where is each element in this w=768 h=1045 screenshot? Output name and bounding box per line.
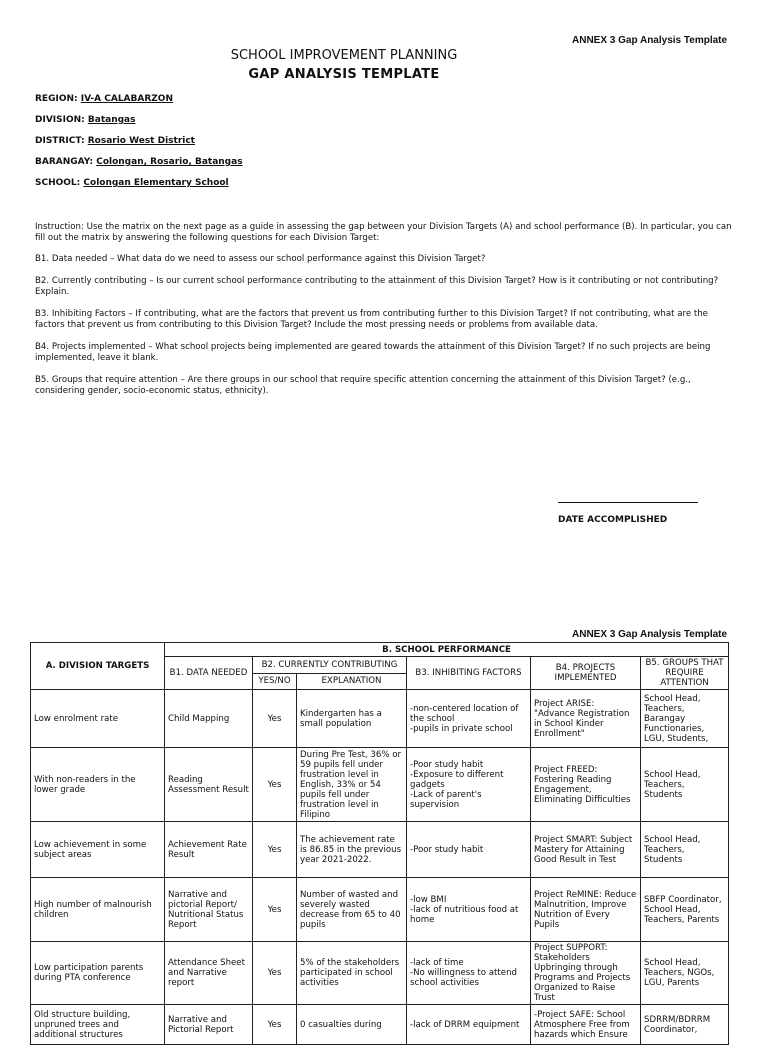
projects-cell: -Project SAFE: School Atmosphere Free from hazards which Ensure bbox=[531, 1005, 641, 1045]
division-targets-header: A. DIVISION TARGETS bbox=[31, 643, 165, 690]
instruction-b2: B2. Currently contributing – Is our current school performance contributing to the attainment of this Division Target? How is it contributing or not contributing? Explain. bbox=[35, 276, 719, 297]
table-row bbox=[31, 822, 729, 878]
explanation-cell: 5% of the stakeholders participated in school activities bbox=[297, 942, 407, 1005]
division-field: DIVISION: Batangas bbox=[35, 115, 136, 125]
inhibiting-factors-cell: -low BMI -lack of nutritious food at home bbox=[407, 878, 531, 942]
table-row bbox=[31, 748, 729, 822]
groups-cell: School Head, Teachers, Barangay Functionaries, LGU, Students, bbox=[641, 690, 729, 748]
projects-cell: Project ARISE: "Advance Registration in School Kinder Enrollment" bbox=[531, 690, 641, 748]
data-needed-cell: Achievement Rate Result bbox=[165, 822, 253, 878]
inhibiting-factors-cell: -lack of DRRM equipment bbox=[407, 1005, 531, 1045]
explanation-cell: Number of wasted and severely wasted decrease from 65 to 40 pupils bbox=[297, 878, 407, 942]
instruction-b3: B3. Inhibiting Factors – If contributing, what are the factors that prevent us from contributing further to this Division Target? If not contributing, what are the factors that prevent us from contributing to this Division Target? Include the most pressing needs or problems from available data. bbox=[35, 309, 708, 330]
table-row bbox=[31, 942, 729, 1005]
division-target-cell: High number of malnourish children bbox=[31, 878, 165, 942]
annex-label-page2: ANNEX 3 Gap Analysis Template bbox=[572, 629, 728, 640]
explanation-header: EXPLANATION bbox=[297, 673, 407, 690]
page-title-line1: SCHOOL IMPROVEMENT PLANNING bbox=[230, 48, 458, 63]
instruction-b1: B1. Data needed – What data do we need to assess our school performance against this Division Target? bbox=[35, 254, 486, 264]
projects-cell: Project SUPPORT: Stakeholders Upbringing through Programs and Projects Organized to Raise Trust bbox=[531, 942, 641, 1005]
school-performance-header: B. SCHOOL PERFORMANCE bbox=[165, 643, 729, 657]
division-target-cell: Low participation parents during PTA conference bbox=[31, 942, 165, 1005]
instruction-b5: B5. Groups that require attention – Are there groups in our school that require specific attention concerning the attainment of this Division Target? (e.g., considering gender, socio-economic status, ethnicity). bbox=[35, 375, 691, 396]
annex-label: ANNEX 3 Gap Analysis Template bbox=[572, 35, 728, 46]
yes-no-cell: Yes bbox=[253, 1005, 297, 1045]
projects-cell: Project SMART: Subject Mastery for Attaining Good Result in Test bbox=[531, 822, 641, 878]
gap-analysis-table bbox=[30, 642, 729, 1045]
data-needed-cell: Reading Assessment Result bbox=[165, 748, 253, 822]
data-needed-cell: Child Mapping bbox=[165, 690, 253, 748]
data-needed-cell: Attendance Sheet and Narrative report bbox=[165, 942, 253, 1005]
signature-line bbox=[558, 502, 698, 503]
yes-no-cell: Yes bbox=[253, 878, 297, 942]
division-target-cell: Old structure building, unpruned trees and additional structures bbox=[31, 1005, 165, 1045]
groups-cell: School Head, Teachers, Students bbox=[641, 748, 729, 822]
barangay-field: BARANGAY: Colongan, Rosario, Batangas bbox=[35, 157, 243, 167]
region-field: REGION: IV-A CALABARZON bbox=[35, 94, 173, 104]
groups-cell: SBFP Coordinator, School Head, Teachers, Parents bbox=[641, 878, 729, 942]
explanation-cell: Kindergarten has a small population bbox=[297, 690, 407, 748]
table-row bbox=[31, 1005, 729, 1045]
inhibiting-factors-cell: -lack of time -No willingness to attend school activities bbox=[407, 942, 531, 1005]
table-row bbox=[31, 878, 729, 942]
b4-header: B4. PROJECTS IMPLEMENTED bbox=[531, 657, 641, 690]
yes-no-cell: Yes bbox=[253, 748, 297, 822]
b5-header: B5. GROUPS THAT REQUIRE ATTENTION bbox=[641, 657, 729, 690]
school-field: SCHOOL: Colongan Elementary School bbox=[35, 178, 229, 188]
explanation-cell: The achievement rate is 86.85 in the previous year 2021-2022. bbox=[297, 822, 407, 878]
data-needed-cell: Narrative and Pictorial Report bbox=[165, 1005, 253, 1045]
yes-no-header: YES/NO bbox=[253, 673, 297, 690]
projects-cell: Project ReMINE: Reduce Malnutrition, Improve Nutrition of Every Pupils bbox=[531, 878, 641, 942]
b3-header: B3. INHIBITING FACTORS bbox=[407, 657, 531, 690]
division-target-cell: Low enrolment rate bbox=[31, 690, 165, 748]
instruction-b4: B4. Projects implemented – What school projects being implemented are geared towards the attainment of this Division Target? If no such projects are being implemented, leave it blank. bbox=[35, 342, 711, 363]
explanation-cell: 0 casualties during bbox=[297, 1005, 407, 1045]
groups-cell: School Head, Teachers, Students bbox=[641, 822, 729, 878]
division-target-cell: With non-readers in the lower grade bbox=[31, 748, 165, 822]
projects-cell: Project FREED: Fostering Reading Engagement, Eliminating Difficulties bbox=[531, 748, 641, 822]
division-target-cell: Low achievement in some subject areas bbox=[31, 822, 165, 878]
b1-header: B1. DATA NEEDED bbox=[165, 657, 253, 690]
instruction-text: Instruction: Use the matrix on the next page as a guide in assessing the gap between your Division Targets (A) and school performance (B). In particular, you can fill out the matrix by answering the following questions for each Division Target: bbox=[35, 222, 732, 243]
explanation-cell: During Pre Test, 36% or 59 pupils fell under frustration level in English, 33% or 54 pupils fell under frustration level in Filipino bbox=[297, 748, 407, 822]
inhibiting-factors-cell: -Poor study habit bbox=[407, 822, 531, 878]
yes-no-cell: Yes bbox=[253, 942, 297, 1005]
date-accomplished-label: DATE ACCOMPLISHED bbox=[558, 515, 668, 525]
b2-header: B2. CURRENTLY CONTRIBUTING bbox=[253, 657, 407, 674]
table-row bbox=[31, 690, 729, 748]
groups-cell: School Head, Teachers, NGOs, LGU, Parents bbox=[641, 942, 729, 1005]
yes-no-cell: Yes bbox=[253, 822, 297, 878]
district-field: DISTRICT: Rosario West District bbox=[35, 136, 195, 146]
data-needed-cell: Narrative and pictorial Report/ Nutritional Status Report bbox=[165, 878, 253, 942]
inhibiting-factors-cell: -non-centered location of the school -pupils in private school bbox=[407, 690, 531, 748]
inhibiting-factors-cell: -Poor study habit -Exposure to different gadgets -Lack of parent's supervision bbox=[407, 748, 531, 822]
yes-no-cell: Yes bbox=[253, 690, 297, 748]
page-title-line2: GAP ANALYSIS TEMPLATE bbox=[248, 67, 440, 82]
groups-cell: SDRRM/BDRRM Coordinator, bbox=[641, 1005, 729, 1045]
